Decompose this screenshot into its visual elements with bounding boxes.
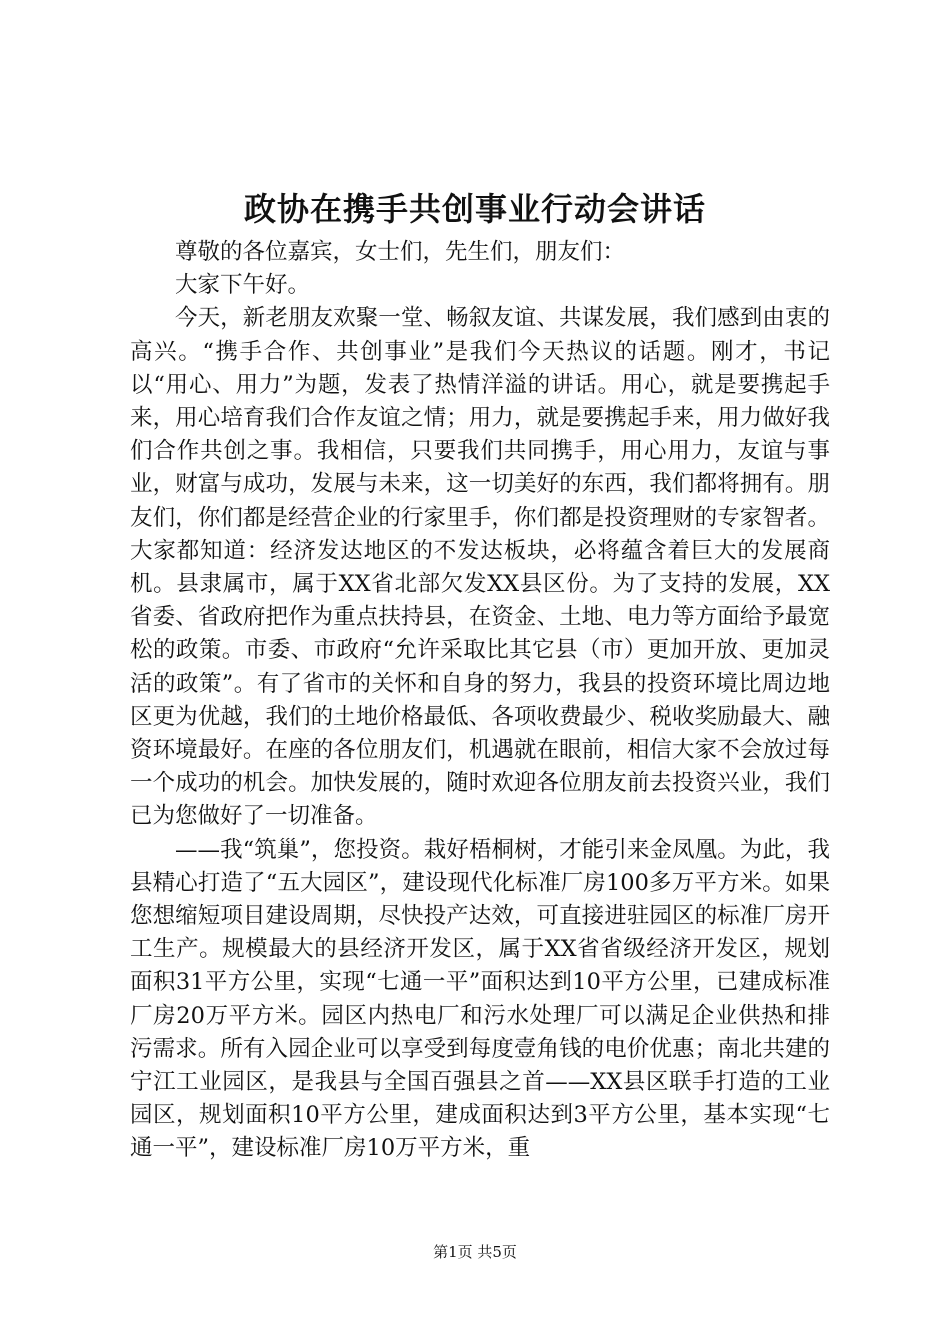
- document-body: [130, 236, 830, 1166]
- greeting-paragraph: 大家下午好。: [175, 272, 311, 299]
- body-paragraph: 今天，新老朋友欢聚一堂、畅叙友谊、共谋发展，我们感到由衷的高兴。“携手合作、共创事业”是我们今天热议的话题。刚才，书记以“用心、用力”为题，发表了热情洋溢的讲话。用心，就是要携起手来，用心培育我们合作友谊之情；用力，就是要携起手来，用力做好我们合作共创之事。我相信，只要我们共同携手，用心用力，友谊与事业，财富与成功，发展与未来，这一切美好的东西，我们都将拥有。朋友们，你们都是经营企业的行家里手，你们都是投资理财的专家智者。大家都知道：经济发达地区的不发达板块，必将蕴含着巨大的发展商机。县隶属市，属于XX省北部欠发XX县区份。为了支持的发展，XX省委、省政府把作为重点扶持县，在资金、土地、电力等方面给予最宽松的政策。市委、市政府“允许采取比其它县（市）更加开放、更加灵活的政策”。有了省市的关怀和自身的努力，我县的投资环境比周边地区更为优越，我们的土地价格最低、各项收费最少、税收奖励最大、融资环境最好。在座的各位朋友们，机遇就在眼前，相信大家不会放过每一个成功的机会。加快发展的，随时欢迎各位朋友前去投资兴业，我们已为您做好了一切准备。: [130, 305, 830, 830]
- body-paragraph: ——我“筑巢”，您投资。栽好梧桐树，才能引来金凤凰。为此，我县精心打造了“五大园区”，建设现代化标准厂房100多万平方米。如果您想缩短项目建设周期，尽快投产达效，可直接进驻园区的标准厂房开工生产。规模最大的县经济开发区，属于XX省省级经济开发区，规划面积31平方公里，实现“七通一平”面积达到10平方公里，已建成标准厂房20万平方米。园区内热电厂和污水处理厂可以满足企业供热和排污需求。所有入园企业可以享受到每度壹角钱的电价优惠；南北共建的宁江工业园区，是我县与全国百强县之首——XX县区联手打造的工业园区，规划面积10平方公里，建成面积达到3平方公里，基本实现“七通一平”，建设标准厂房10万平方米，重: [130, 836, 830, 1162]
- page-number-footer: 第1页 共5页: [433, 1243, 517, 1261]
- document-title: 政协在携手共创事业行动会讲话: [243, 190, 706, 228]
- salutation-paragraph: 尊敬的各位嘉宾，女士们，先生们，朋友们：: [175, 239, 626, 265]
